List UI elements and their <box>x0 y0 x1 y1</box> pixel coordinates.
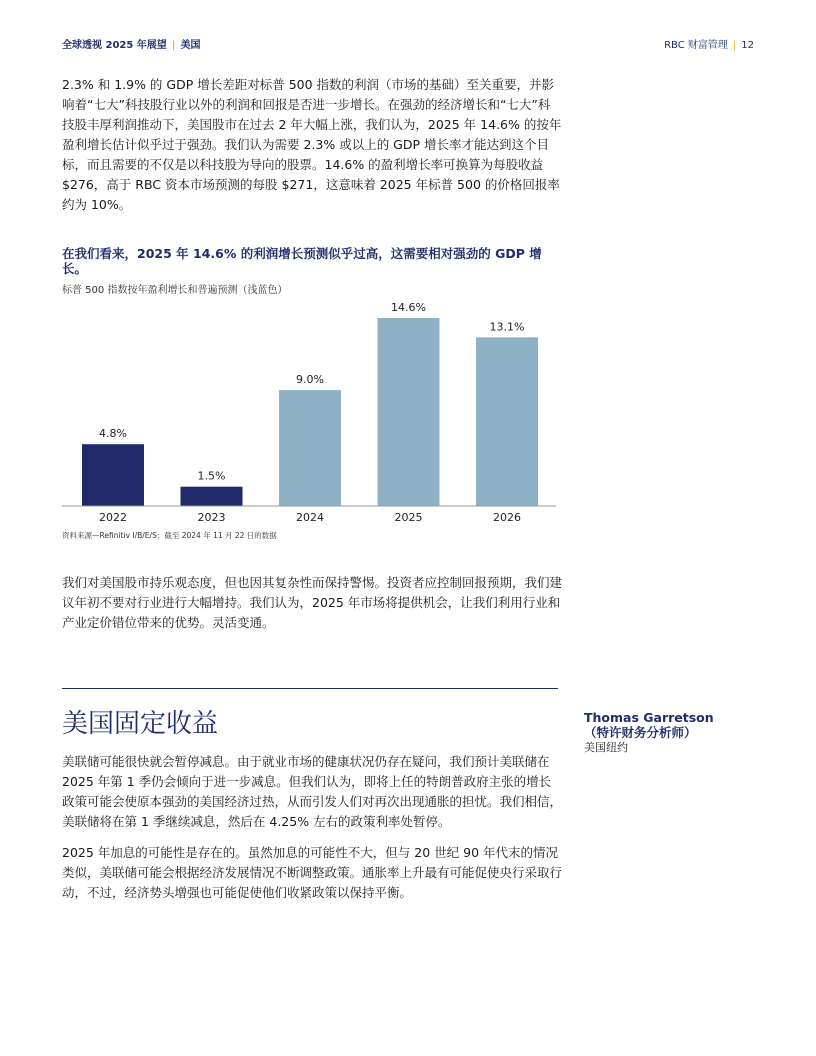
paragraph-fed-cuts <box>62 752 562 832</box>
paragraph-text: 美联储可能很快就会暂停减息。由于就业市场的健康状况仍存在疑问，我们预计美联储在 2025 年第 1 季仍会倾向于进一步减息。但我们认为，即将上任的特朗普政府主张的增长政策可能会使原本强劲的美国经济过热，从而引发人们对再次出现通胀的担忧。我们相信，美联储将在第 1 季继续减息，然后在 4.25% 左右的政策利率处暂停。 <box>62 754 563 829</box>
data-label-2023: 1.5% <box>197 469 226 483</box>
bar-2022 <box>82 444 144 506</box>
paragraph-gdp-earnings <box>62 75 562 215</box>
paragraph-text: 2025 年加息的可能性是存在的。虽然加息的可能性不大，但与 20 世纪 90 年代末的情况类似，美联储可能会根据经济发展情况不断调整政策。通胀率上升最有可能促使央行采取行动，不过，经济势头增强也可能促使他们收紧政策以保持平衡。 <box>62 845 563 900</box>
brand-name: RBC 财富管理 <box>664 40 728 51</box>
header-separator-right: | <box>732 40 737 51</box>
section-divider <box>62 688 558 689</box>
report-region: 美国 <box>180 40 201 51</box>
page-number: 12 <box>741 40 754 51</box>
author-name: Thomas Garretson <box>584 710 714 725</box>
tick-label-2025: 2025 <box>394 511 423 524</box>
paragraph-outlook <box>62 573 562 633</box>
paragraph-text: 我们对美国股市持乐观态度，但也因其复杂性而保持警惕。投资者应控制回报预期，我们建议年初不要对行业进行大幅增持。我们认为，2025 年市场将提供机会，让我们利用行业和产业定价错位带来的优势。灵活变通。 <box>62 575 563 630</box>
data-label-2025: 14.6% <box>391 301 426 315</box>
chart-title: 在我们看来，2025 年 14.6% 的利润增长预测似乎过高，这需要相对强劲的 GDP 增长。 <box>62 246 542 276</box>
bar-2024 <box>279 390 341 506</box>
chart-subtitle: 标普 500 指数按年盈利增长和普遍预测（浅蓝色） <box>62 285 288 296</box>
author-location: 美国纽约 <box>584 741 628 754</box>
data-label-2024: 9.0% <box>296 373 324 387</box>
section-title: 美国固定收益 <box>62 709 219 739</box>
data-label-2022: 4.8% <box>99 427 127 441</box>
author-role: （特许财务分析师） <box>584 725 697 740</box>
header-left <box>62 36 200 51</box>
tick-label-2024: 2024 <box>296 511 324 524</box>
data-label-2026: 13.1% <box>489 320 525 334</box>
bar-2026 <box>476 337 538 506</box>
report-title: 全球透视 2025 年展望 <box>62 40 167 51</box>
tick-label-2026: 2026 <box>493 511 521 524</box>
paragraph-text: 2.3% 和 1.9% 的 GDP 增长差距对标普 500 指数的利润（市场的基础）至关重要，并影响着“七大”科技股行业以外的利润和回报是否进一步增长。在强劲的经济增长和“七大”科技股丰厚利润推动下，美国股市在过去 2 年大幅上涨，我们认为，2025 年 14.6% 的按年盈利增长估计似乎过于强劲。我们认为需要 2.3% 或以上的 GDP 增长率才能达到这个目标，而且需要的不仅是以科技股为导向的股票。14.6% 的盈利增长率可换算为每股收益 $276，高于 RBC 资本市场预测的每股 $271，这意味着 2025 年标普 500 的价格回报率约为 10%。 <box>62 77 562 212</box>
header-right <box>664 36 754 51</box>
tick-label-2022: 2022 <box>99 511 127 524</box>
chart-source: 资料来源—Refinitiv I/B/E/S；截至 2024 年 11 月 22 日的数据 <box>62 531 277 540</box>
earnings-growth-bar-chart <box>62 300 562 530</box>
author-block <box>584 710 754 756</box>
tick-label-2023: 2023 <box>197 511 226 524</box>
bar-2023 <box>181 487 243 506</box>
bar-2025 <box>378 318 440 506</box>
paragraph-rate-hike <box>62 843 562 903</box>
header-separator: | <box>171 40 176 51</box>
